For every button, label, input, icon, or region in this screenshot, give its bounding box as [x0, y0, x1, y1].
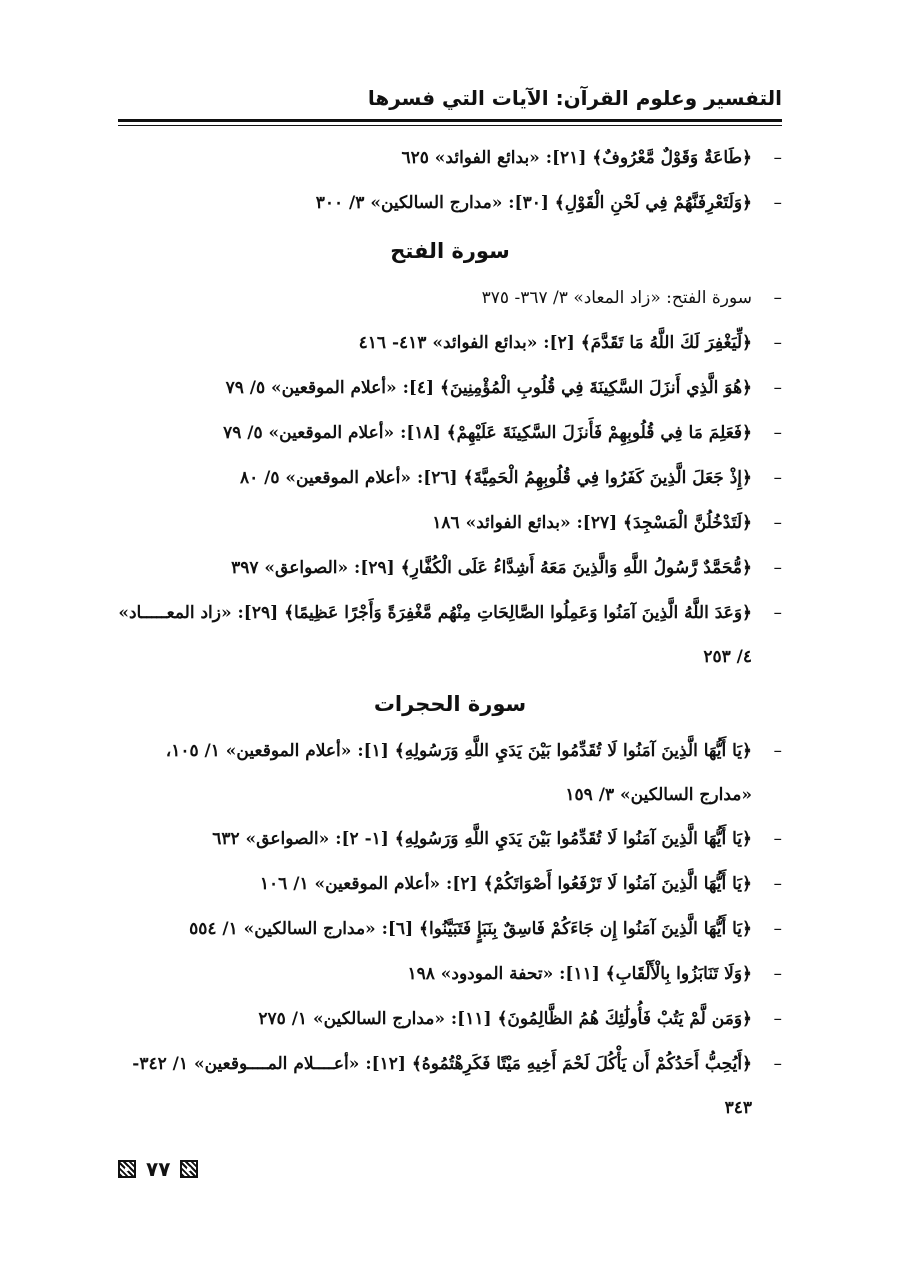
- index-entry: [118, 907, 782, 952]
- entry-dash: –: [773, 964, 782, 984]
- entry-dash: –: [773, 603, 782, 623]
- entry-dash: –: [773, 919, 782, 939]
- index-entry: [118, 136, 782, 181]
- entry-dash: –: [773, 558, 782, 578]
- entry-text: ﴿لَتَدْخُلُنَّ الْمَسْجِدَ﴾ [٢٧]: «بدائع الفوائد» ١٨٦: [432, 513, 752, 533]
- index-entry: [118, 276, 782, 321]
- book-page: [118, 78, 782, 1218]
- entry-dash: –: [773, 468, 782, 488]
- ornament-icon: [118, 1160, 136, 1178]
- index-entry: [118, 366, 782, 411]
- index-entry: [118, 1042, 782, 1130]
- entry-dash: –: [773, 378, 782, 398]
- entry-text: ﴿يَا أَيُّهَا الَّذِينَ آمَنُوا لَا تُقَدِّمُوا بَيْنَ يَدَيِ اللَّهِ وَرَسُولِهِ﴾ [١- ٢]: «الصواعق» ٦٣٢: [212, 829, 752, 849]
- index-entry: [118, 952, 782, 997]
- entry-text: ﴿هُوَ الَّذِي أَنزَلَ السَّكِينَةَ فِي قُلُوبِ الْمُؤْمِنِينَ﴾ [٤]: «أعلام الموقعين» ٥/ ٧٩: [225, 378, 752, 398]
- entry-dash: –: [773, 193, 782, 213]
- entry-text: ﴿يَا أَيُّهَا الَّذِينَ آمَنُوا لَا تُقَدِّمُوا بَيْنَ يَدَيِ اللَّهِ وَرَسُولِهِ﴾ [١]: «أعلام الموقعين» ١/ ١٠٥، «مدارج السالكين» ٣/ ١٥٩: [165, 741, 752, 805]
- index-entry: [118, 591, 782, 679]
- entry-text: ﴿أَيُحِبُّ أَحَدُكُمْ أَن يَأْكُلَ لَحْمَ أَخِيهِ مَيْتًا فَكَرِهْتُمُوهُ﴾ [١٢]: «أعــــلام المــــوقعين» ١/ ٣٤٢- ٣٤٣: [132, 1054, 752, 1118]
- index-entry: [118, 456, 782, 501]
- entry-dash: –: [773, 829, 782, 849]
- index-entry: [118, 997, 782, 1042]
- running-header: التفسير وعلوم القرآن: الآيات التي فسرها: [367, 86, 782, 110]
- entry-text: ﴿وَمَن لَّمْ يَتُبْ فَأُولَٰئِكَ هُمُ الظَّالِمُونَ﴾ [١١]: «مدارج السالكين» ١/ ٢٧٥: [258, 1009, 752, 1029]
- page-number: ٧٧: [146, 1157, 171, 1181]
- index-entry: [118, 817, 782, 862]
- entry-dash: –: [773, 1054, 782, 1074]
- header-rule-thick: [118, 119, 782, 122]
- entry-dash: –: [773, 148, 782, 168]
- ornament-icon: [180, 1160, 198, 1178]
- entry-dash: –: [773, 288, 782, 308]
- entry-text: ﴿وَعَدَ اللَّهُ الَّذِينَ آمَنُوا وَعَمِلُوا الصَّالِحَاتِ مِنْهُم مَّغْفِرَةً وَأَجْرًا عَظِيمًا﴾ [٢٩]: «زاد المعـــــاد» ٤/ ٢٥٣: [118, 603, 752, 667]
- header-rule-thin: [118, 125, 782, 126]
- index-entry: [118, 321, 782, 366]
- entry-text: ﴿فَعَلِمَ مَا فِي قُلُوبِهِمْ فَأَنزَلَ السَّكِينَةَ عَلَيْهِمْ﴾ [١٨]: «أعلام الموقعين» ٥/ ٧٩: [223, 423, 752, 443]
- entry-text: ﴿يَا أَيُّهَا الَّذِينَ آمَنُوا إِن جَاءَكُمْ فَاسِقٌ بِنَبَإٍ فَتَبَيَّنُوا﴾ [٦]: «مدارج السالكين» ١/ ٥٥٤: [189, 919, 752, 939]
- index-entry: [118, 546, 782, 591]
- entry-text: ﴿طَاعَةٌ وَقَوْلٌ مَّعْرُوفٌ﴾ [٢١]: «بدائع الفوائد» ٦٢٥: [401, 148, 752, 168]
- entry-dash: –: [773, 741, 782, 761]
- index-entry: [118, 181, 782, 226]
- entry-dash: –: [773, 874, 782, 894]
- entry-text: ﴿إِذْ جَعَلَ الَّذِينَ كَفَرُوا فِي قُلُوبِهِمُ الْحَمِيَّةَ﴾ [٢٦]: «أعلام الموقعين» ٥/ ٨٠: [239, 468, 752, 488]
- index-entry: [118, 411, 782, 456]
- sura-heading-fath: سورة الفتح: [390, 239, 510, 263]
- sura-heading-hujurat: سورة الحجرات: [373, 692, 527, 716]
- entry-text: ﴿لِّيَغْفِرَ لَكَ اللَّهُ مَا تَقَدَّمَ﴾ [٢]: «بدائع الفوائد» ٤١٣- ٤١٦: [358, 333, 752, 353]
- entry-text: ﴿مُّحَمَّدٌ رَّسُولُ اللَّهِ وَالَّذِينَ مَعَهُ أَشِدَّاءُ عَلَى الْكُفَّارِ﴾ [٢٩]: «الصواعق» ٣٩٧: [231, 558, 752, 578]
- page-footer: [118, 1154, 198, 1184]
- index-entry: [118, 501, 782, 546]
- index-entry: [118, 729, 782, 817]
- entry-dash: –: [773, 333, 782, 353]
- index-entry: [118, 862, 782, 907]
- entry-text: ﴿وَلَتَعْرِفَنَّهُمْ فِي لَحْنِ الْقَوْلِ﴾ [٣٠]: «مدارج السالكين» ٣/ ٣٠٠: [315, 193, 752, 213]
- entry-text: سورة الفتح: «زاد المعاد» ٣/ ٣٦٧- ٣٧٥: [481, 288, 752, 308]
- index-content: [118, 136, 782, 1130]
- entry-text: ﴿وَلَا تَنَابَزُوا بِالْأَلْقَابِ﴾ [١١]: «تحفة المودود» ١٩٨: [407, 964, 752, 984]
- entry-dash: –: [773, 1009, 782, 1029]
- entry-dash: –: [773, 423, 782, 443]
- entry-dash: –: [773, 513, 782, 533]
- entry-text: ﴿يَا أَيُّهَا الَّذِينَ آمَنُوا لَا تَرْفَعُوا أَصْوَاتَكُمْ﴾ [٢]: «أعلام الموقعين» ١/ ١٠٦: [259, 874, 752, 894]
